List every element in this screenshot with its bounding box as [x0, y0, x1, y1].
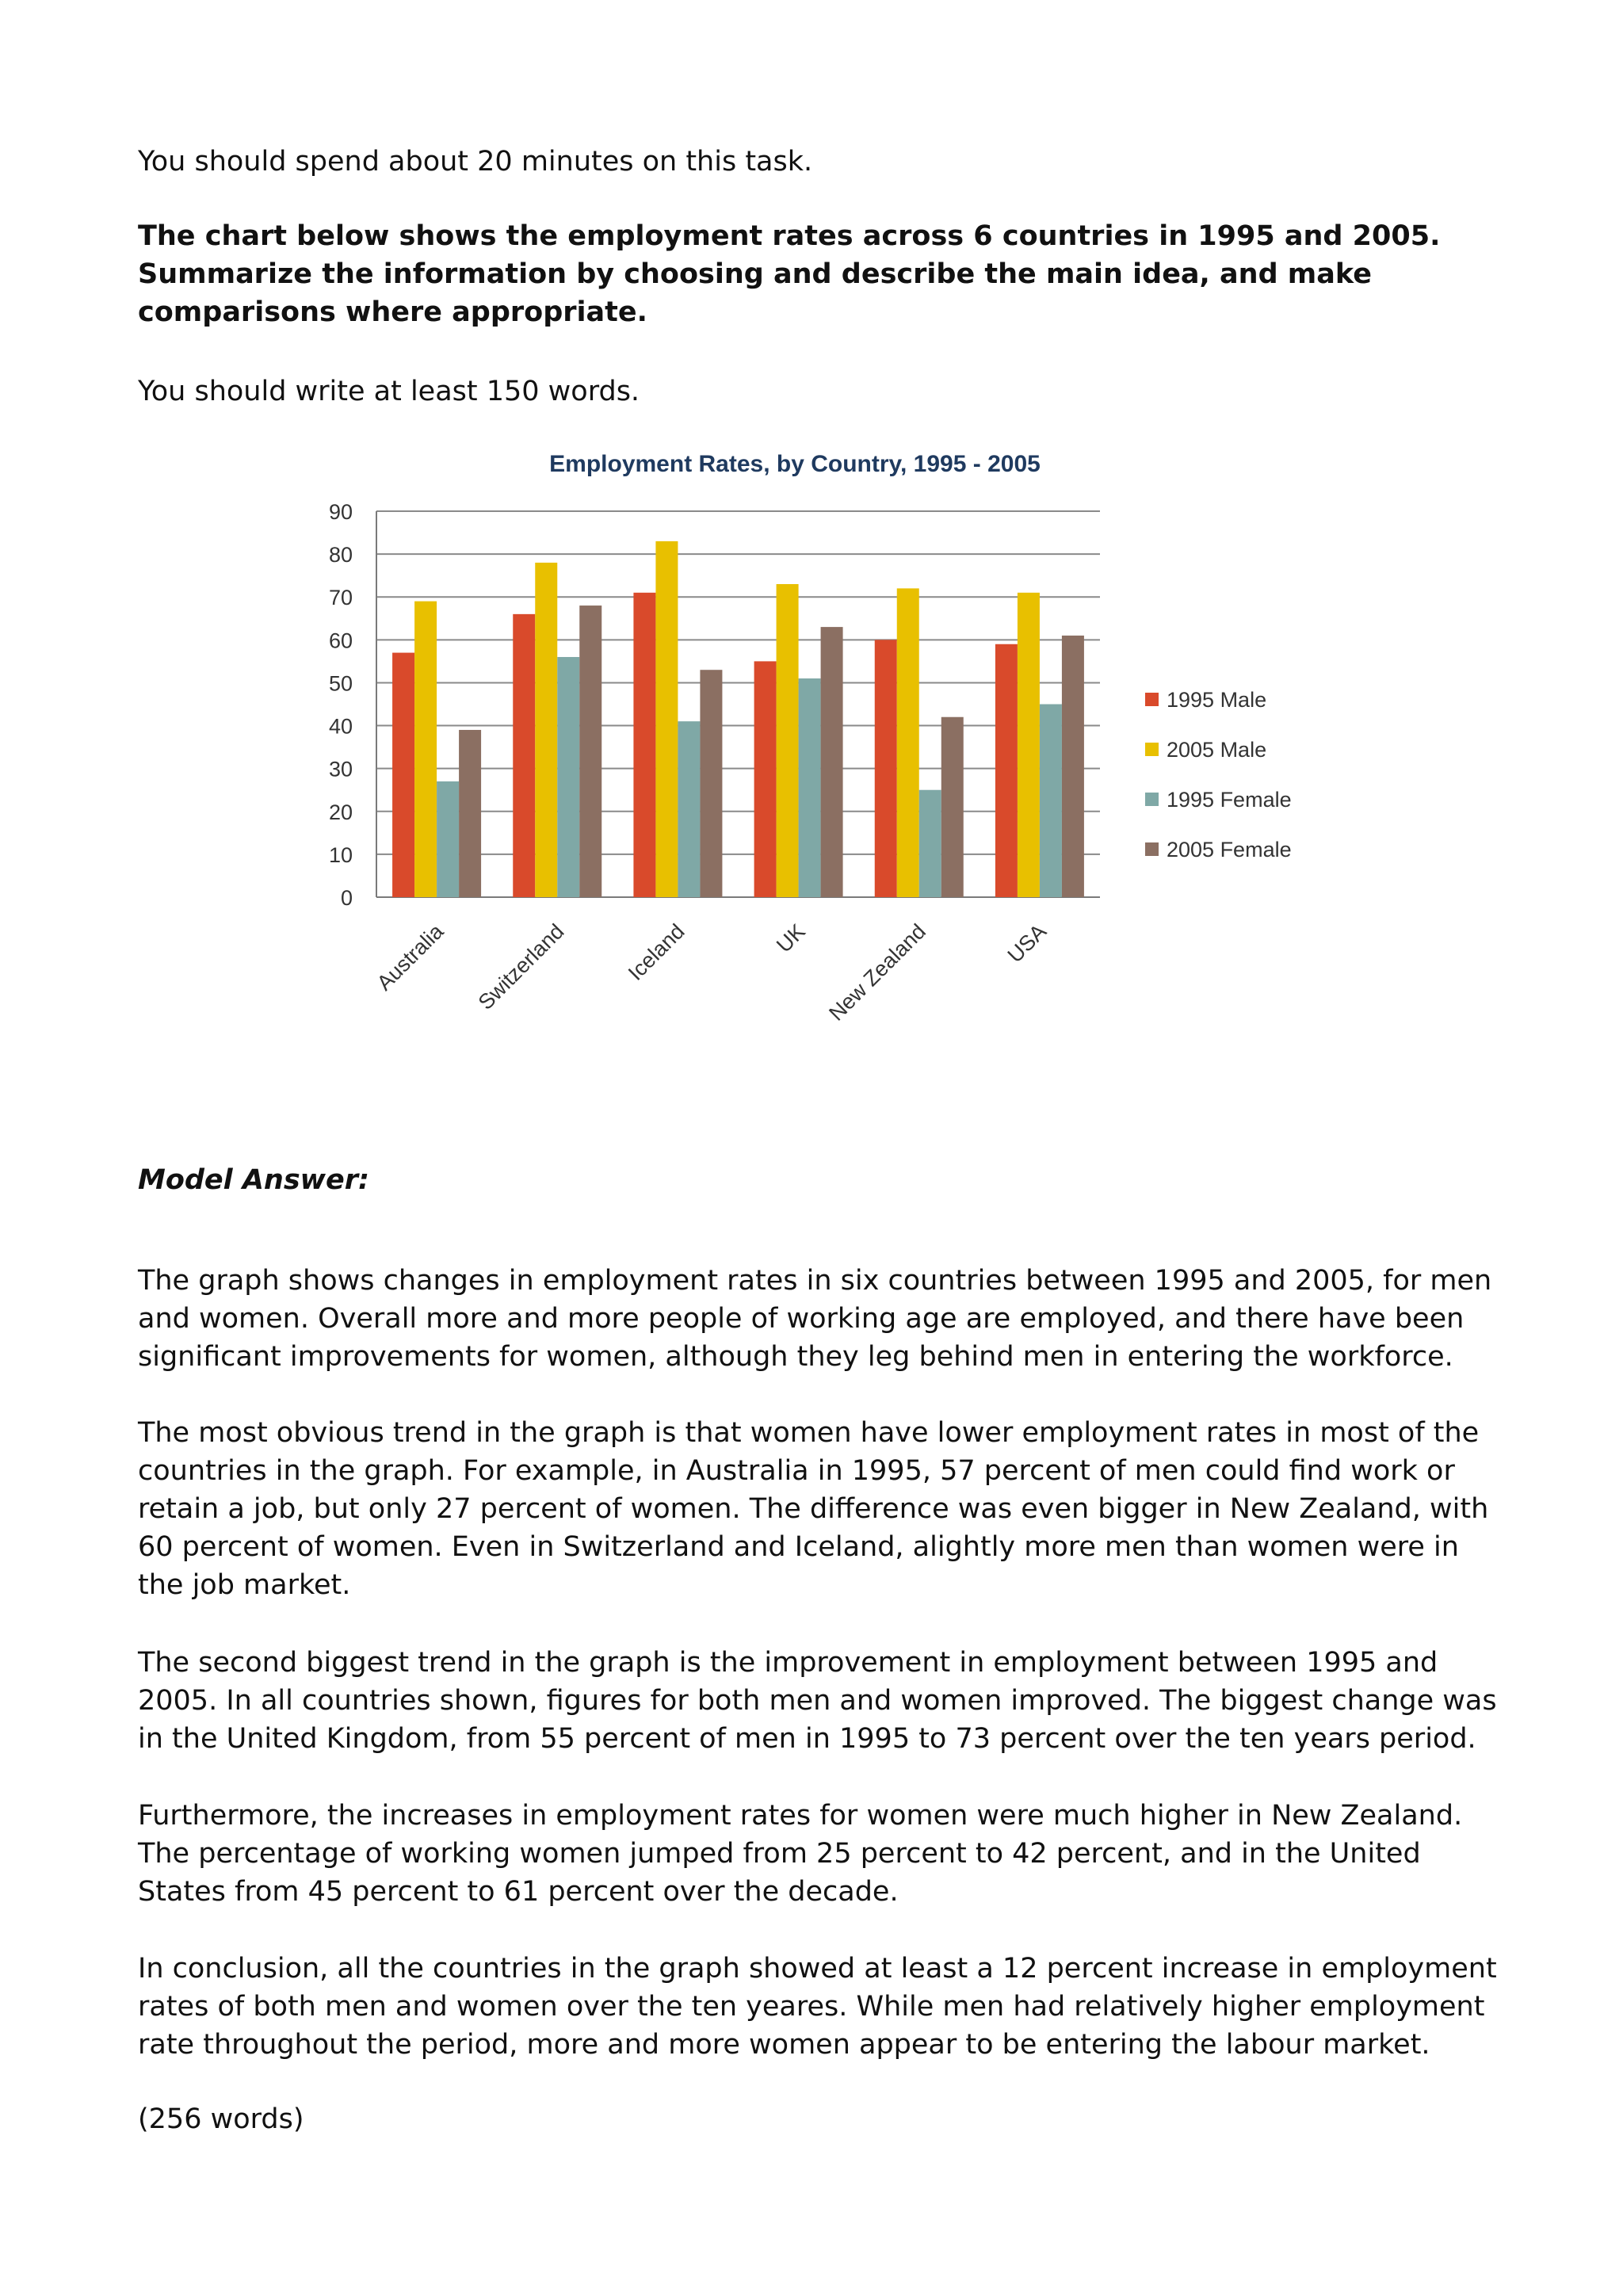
bar-usa-1995-female: [1040, 705, 1062, 898]
bar-uk-2005-female: [821, 627, 843, 897]
bar-australia-2005-male: [414, 602, 437, 897]
bar-usa-2005-male: [1018, 593, 1040, 897]
bar-australia-1995-male: [392, 653, 414, 897]
x-tick-label: UK: [772, 919, 810, 957]
legend-label: 2005 Female: [1167, 838, 1292, 861]
x-tick-label: USA: [1002, 919, 1052, 968]
bar-uk-1995-male: [754, 661, 777, 897]
chart-gridlines: [376, 511, 1100, 897]
bar-australia-1995-female: [437, 781, 459, 897]
bar-australia-2005-female: [459, 730, 481, 897]
bar-uk-2005-male: [777, 584, 799, 897]
legend-swatch: [1145, 842, 1159, 856]
x-tick-label: Switzerland: [473, 919, 569, 1014]
answer-paragraph-1: The graph shows changes in employment rates in six countries between 1995 and 2005, for men and women. Overall more and more people of working age are employed, and there have been significant improvements for women, although they leg behind men in entering the workforce.: [138, 1265, 1492, 1373]
bar-switzerland-1995-female: [557, 657, 579, 897]
bar-uk-1995-female: [799, 678, 821, 897]
bar-iceland-2005-male: [655, 541, 678, 897]
bar-iceland-1995-male: [633, 593, 655, 897]
x-tick-label: Iceland: [623, 919, 689, 985]
y-tick-label: 70: [328, 586, 353, 610]
bar-switzerland-1995-male: [513, 614, 535, 897]
y-tick-label: 10: [328, 842, 353, 867]
word-total: (256 words): [138, 2103, 304, 2135]
y-tick-label: 50: [328, 671, 353, 696]
bar-new-zealand-2005-female: [941, 717, 964, 897]
chart-title: Employment Rates, by Country, 1995 - 2005: [549, 451, 1041, 477]
y-tick-label: 20: [328, 800, 353, 824]
y-tick-label: 80: [328, 543, 353, 567]
chart-legend: [1145, 688, 1292, 861]
legend-swatch: [1145, 693, 1159, 706]
bar-usa-1995-male: [995, 644, 1018, 897]
legend-swatch: [1145, 743, 1159, 756]
answer-paragraph-2: The most obvious trend in the graph is that women have lower employment rates in most of the countries in the graph. For example, in Australia in 1995, 57 percent of men could find work or retain a job, but only 27 percent of women. The difference was even bigger in New Zealand, with 60 percent of women. Even in Switzerland and Iceland, alightly more men than women were in the job market.: [138, 1417, 1489, 1601]
y-tick-label: 40: [328, 714, 353, 739]
legend-label: 1995 Male: [1167, 688, 1267, 712]
y-axis-ticks: [329, 500, 353, 910]
model-answer-heading: Model Answer:: [138, 1164, 370, 1196]
bar-new-zealand-1995-female: [919, 790, 941, 897]
bar-switzerland-2005-female: [579, 606, 601, 897]
task-prompt: The chart below shows the employment rates across 6 countries in 1995 and 2005. Summarize the information by choosing and describe the main idea, and make comparisons where appropriate.: [138, 220, 1441, 328]
x-tick-label: Australia: [372, 919, 449, 995]
legend-label: 1995 Female: [1167, 788, 1292, 812]
y-tick-label: 0: [340, 886, 353, 910]
legend-swatch: [1145, 793, 1159, 806]
answer-paragraph-5: In conclusion, all the countries in the graph showed at least a 12 percent increase in employment rates of both men and women over the ten yeares. While men had relatively higher employment rate throughout the period, more and more women appear to be entering the labour market.: [138, 1953, 1497, 2061]
chart-bars: [392, 541, 1084, 897]
bar-switzerland-2005-male: [535, 563, 557, 897]
bar-usa-2005-female: [1062, 636, 1084, 897]
x-tick-label: New Zealand: [824, 919, 930, 1026]
employment-chart: [293, 428, 1355, 1078]
answer-paragraph-4: Furthermore, the increases in employment rates for women were much higher in New Zealand. The percentage of working women jumped from 25 percent to 42 percent, and in the United States from 45 percent to 61 percent over the decade.: [138, 1800, 1463, 1908]
task-time-instruction: You should spend about 20 minutes on this task.: [138, 146, 813, 178]
bar-iceland-1995-female: [678, 721, 700, 897]
x-axis-ticks: [372, 919, 1051, 1025]
y-tick-label: 60: [328, 628, 353, 653]
bar-iceland-2005-female: [700, 670, 722, 897]
bar-new-zealand-1995-male: [875, 640, 897, 897]
word-count-instruction: You should write at least 150 words.: [138, 376, 640, 407]
y-tick-label: 30: [328, 757, 353, 781]
legend-label: 2005 Male: [1167, 738, 1267, 762]
y-tick-label: 90: [328, 500, 353, 524]
answer-paragraph-3: The second biggest trend in the graph is the improvement in employment between 1995 and 2005. In all countries shown, figures for both men and women improved. The biggest change was in the United Kingdom, from 55 percent of men in 1995 to 73 percent over the ten years period.: [138, 1647, 1497, 1755]
bar-new-zealand-2005-male: [897, 588, 919, 897]
